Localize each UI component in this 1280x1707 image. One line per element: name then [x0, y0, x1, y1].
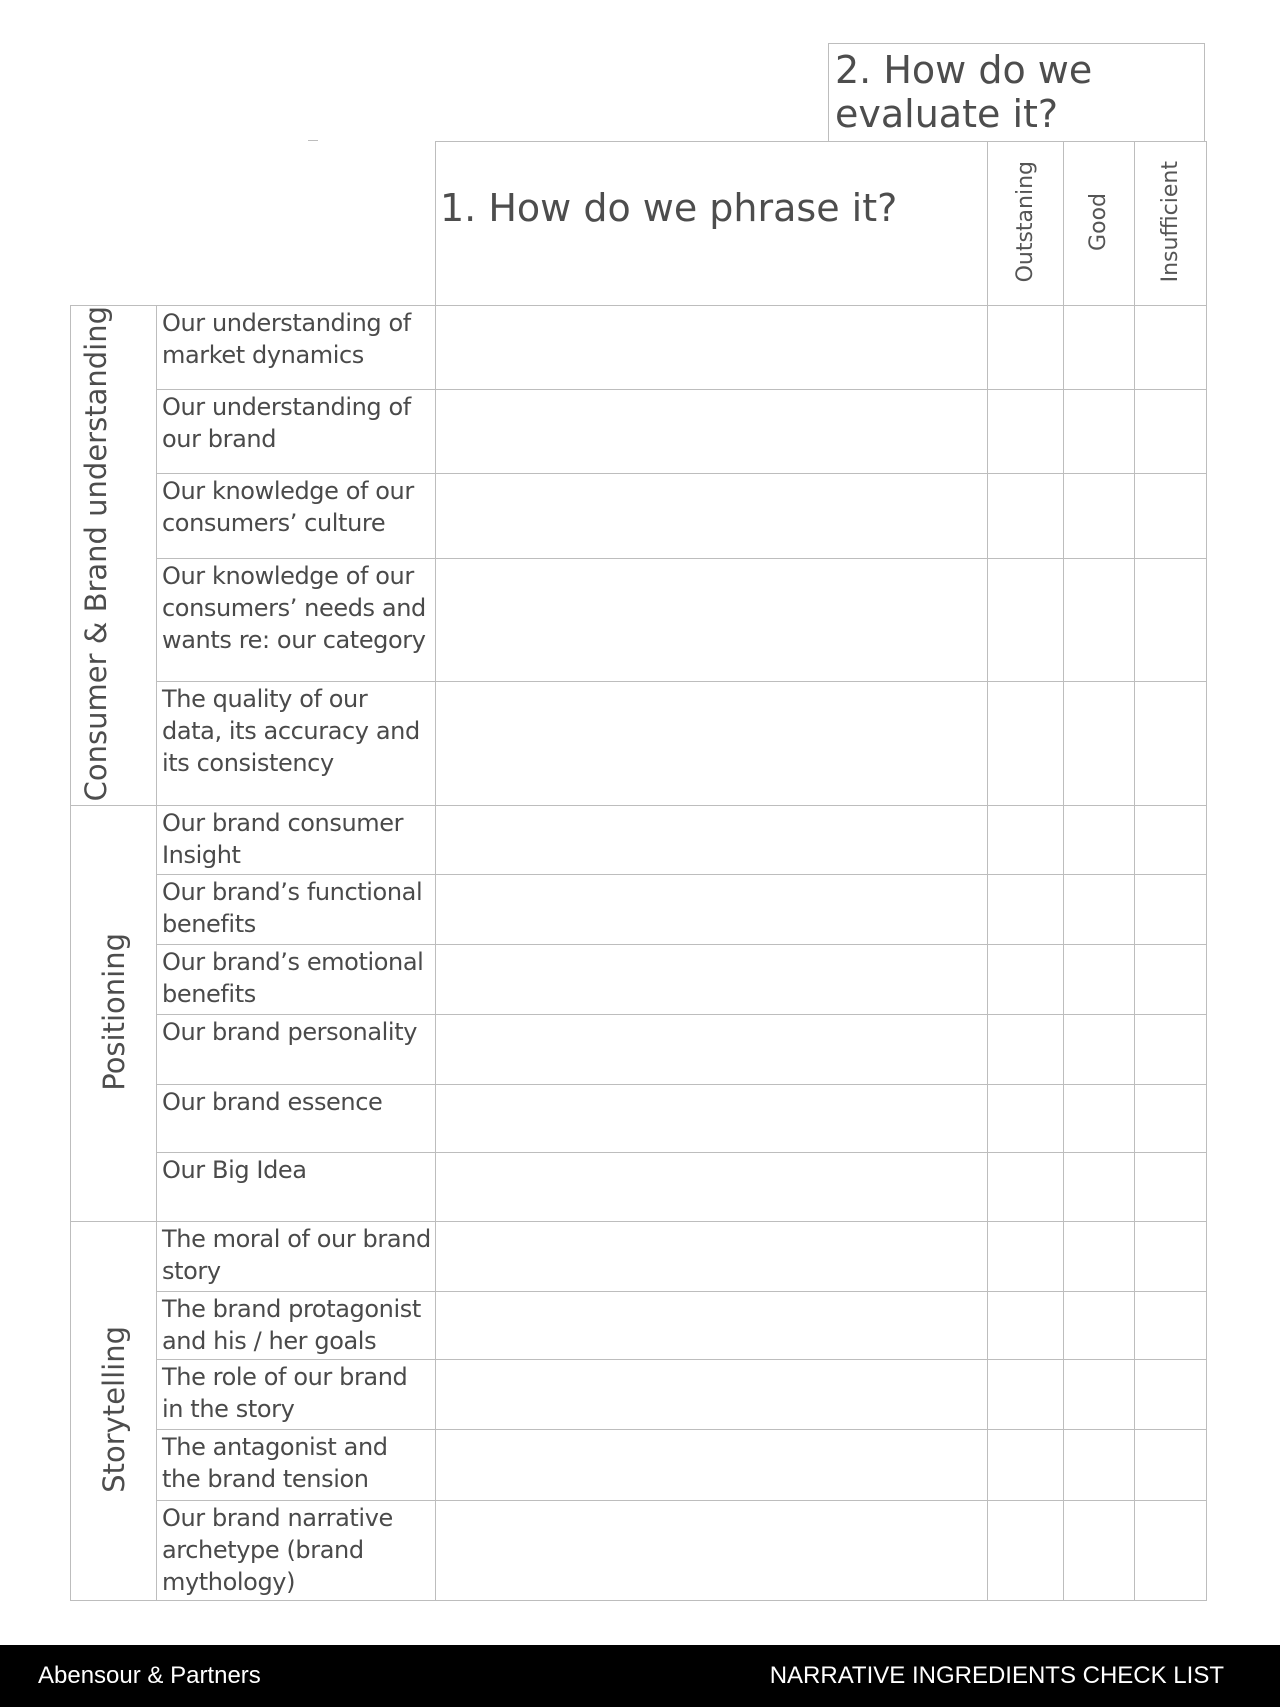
table-row [71, 1501, 1207, 1601]
table-row [71, 1015, 1207, 1085]
item-label: Our knowledge of our consumers’ needs and wants re: our category [157, 558, 436, 682]
item-label: The quality of our data, its accuracy and its consistency [157, 682, 436, 806]
table-row [71, 1153, 1207, 1222]
rating-cell-outstanding[interactable] [988, 390, 1064, 474]
item-label: The antagonist and the brand tension [157, 1430, 436, 1501]
rating-cell-outstanding[interactable] [988, 1153, 1064, 1222]
rating-cell-good[interactable] [1064, 390, 1135, 474]
group-label: Positioning [96, 932, 131, 1091]
rating-cell-insufficient[interactable] [1135, 806, 1207, 875]
rating-cell-outstanding[interactable] [988, 945, 1064, 1015]
rating-cell-good[interactable] [1064, 875, 1135, 945]
rating-cell-good[interactable] [1064, 1360, 1135, 1430]
checklist-table [70, 141, 1207, 1601]
phrase-cell[interactable] [436, 1292, 988, 1360]
rating-cell-good[interactable] [1064, 1222, 1135, 1292]
rating-cell-outstanding[interactable] [988, 1015, 1064, 1085]
rating-cell-outstanding[interactable] [988, 1222, 1064, 1292]
rating-cell-insufficient[interactable] [1135, 1085, 1207, 1153]
rating-cell-insufficient[interactable] [1135, 474, 1207, 558]
footer-bar [0, 1645, 1280, 1707]
table-row [71, 806, 1207, 875]
table-row [71, 1430, 1207, 1501]
rating-cell-good[interactable] [1064, 682, 1135, 806]
rating-label: Good [1086, 192, 1111, 251]
phrase-cell[interactable] [436, 806, 988, 875]
item-label: Our understanding of market dynamics [157, 306, 436, 390]
phrase-cell[interactable] [436, 558, 988, 682]
table-row [71, 1222, 1207, 1292]
rating-cell-outstanding[interactable] [988, 474, 1064, 558]
item-label: Our brand essence [157, 1085, 436, 1153]
item-label: The role of our brand in the story [157, 1360, 436, 1430]
phrase-cell[interactable] [436, 474, 988, 558]
rating-cell-outstanding[interactable] [988, 1292, 1064, 1360]
table-row [71, 682, 1207, 806]
rating-header-good [1064, 142, 1135, 306]
rating-cell-good[interactable] [1064, 306, 1135, 390]
rating-cell-insufficient[interactable] [1135, 558, 1207, 682]
rating-cell-insufficient[interactable] [1135, 1153, 1207, 1222]
phrase-cell[interactable] [436, 306, 988, 390]
table-row [71, 390, 1207, 474]
table-row [71, 945, 1207, 1015]
rating-cell-insufficient[interactable] [1135, 875, 1207, 945]
rating-cell-good[interactable] [1064, 806, 1135, 875]
rating-cell-insufficient[interactable] [1135, 390, 1207, 474]
phrase-cell[interactable] [436, 1153, 988, 1222]
rating-cell-insufficient[interactable] [1135, 306, 1207, 390]
footer-title: NARRATIVE INGREDIENTS CHECK LIST [769, 1662, 1224, 1689]
rating-label: Outstaning [1012, 160, 1038, 283]
footer-company: Abensour & Partners [38, 1662, 261, 1689]
rating-cell-insufficient[interactable] [1135, 1501, 1207, 1601]
item-label: Our brand personality [157, 1015, 436, 1085]
rating-cell-good[interactable] [1064, 1292, 1135, 1360]
rating-cell-good[interactable] [1064, 1501, 1135, 1601]
rating-cell-outstanding[interactable] [988, 1085, 1064, 1153]
rating-header-insufficient [1135, 142, 1207, 306]
item-label: Our understanding of our brand [157, 390, 436, 474]
phrase-header: 1. How do we phrase it? [436, 142, 988, 306]
rating-cell-insufficient[interactable] [1135, 682, 1207, 806]
table-row [71, 1292, 1207, 1360]
rating-cell-outstanding[interactable] [988, 806, 1064, 875]
table-row [71, 558, 1207, 682]
table-row [71, 306, 1207, 390]
rating-cell-outstanding[interactable] [988, 875, 1064, 945]
item-label: Our brand consumer Insight [157, 806, 436, 875]
table-row [71, 1360, 1207, 1430]
rating-cell-insufficient[interactable] [1135, 1430, 1207, 1501]
rating-cell-good[interactable] [1064, 474, 1135, 558]
rating-cell-outstanding[interactable] [988, 1501, 1064, 1601]
item-label: The moral of our brand story [157, 1222, 436, 1292]
phrase-cell[interactable] [436, 945, 988, 1015]
phrase-cell[interactable] [436, 390, 988, 474]
blank-corner [71, 142, 436, 306]
rating-cell-outstanding[interactable] [988, 1430, 1064, 1501]
phrase-cell[interactable] [436, 1501, 988, 1601]
item-label: Our brand’s emotional benefits [157, 945, 436, 1015]
phrase-cell[interactable] [436, 1015, 988, 1085]
item-label: Our knowledge of our consumers’ culture [157, 474, 436, 558]
table-row [71, 1085, 1207, 1153]
rating-cell-outstanding[interactable] [988, 306, 1064, 390]
phrase-cell[interactable] [436, 875, 988, 945]
item-label: The brand protagonist and his / her goals [157, 1292, 436, 1360]
group-label: Consumer & Brand understanding [78, 306, 113, 802]
rating-cell-outstanding[interactable] [988, 558, 1064, 682]
group-consumer-brand [71, 306, 157, 806]
rating-cell-insufficient[interactable] [1135, 1222, 1207, 1292]
rating-cell-good[interactable] [1064, 945, 1135, 1015]
rating-label: Insufficient [1157, 160, 1183, 283]
rating-cell-insufficient[interactable] [1135, 1360, 1207, 1430]
phrase-cell[interactable] [436, 682, 988, 806]
rating-cell-insufficient[interactable] [1135, 1292, 1207, 1360]
group-positioning [71, 806, 157, 1222]
item-label: Our brand narrative archetype (brand mythology) [157, 1501, 436, 1601]
rating-cell-good[interactable] [1064, 1430, 1135, 1501]
table-row [71, 474, 1207, 558]
rating-cell-outstanding[interactable] [988, 682, 1064, 806]
rating-header-outstanding [988, 142, 1064, 306]
item-label: Our brand’s functional benefits [157, 875, 436, 945]
rating-cell-insufficient[interactable] [1135, 1015, 1207, 1085]
group-label: Storytelling [96, 1325, 131, 1493]
rating-cell-good[interactable] [1064, 1015, 1135, 1085]
evaluate-header: 2. How do we evaluate it? [828, 43, 1205, 141]
rating-cell-good[interactable] [1064, 1153, 1135, 1222]
phrase-cell[interactable] [436, 1085, 988, 1153]
phrase-cell[interactable] [436, 1360, 988, 1430]
group-storytelling [71, 1222, 157, 1601]
rating-cell-good[interactable] [1064, 558, 1135, 682]
item-label: Our Big Idea [157, 1153, 436, 1222]
rating-cell-good[interactable] [1064, 1085, 1135, 1153]
header-row [71, 142, 1207, 306]
rating-cell-insufficient[interactable] [1135, 945, 1207, 1015]
phrase-cell[interactable] [436, 1430, 988, 1501]
rating-cell-outstanding[interactable] [988, 1360, 1064, 1430]
table-row [71, 875, 1207, 945]
phrase-cell[interactable] [436, 1222, 988, 1292]
